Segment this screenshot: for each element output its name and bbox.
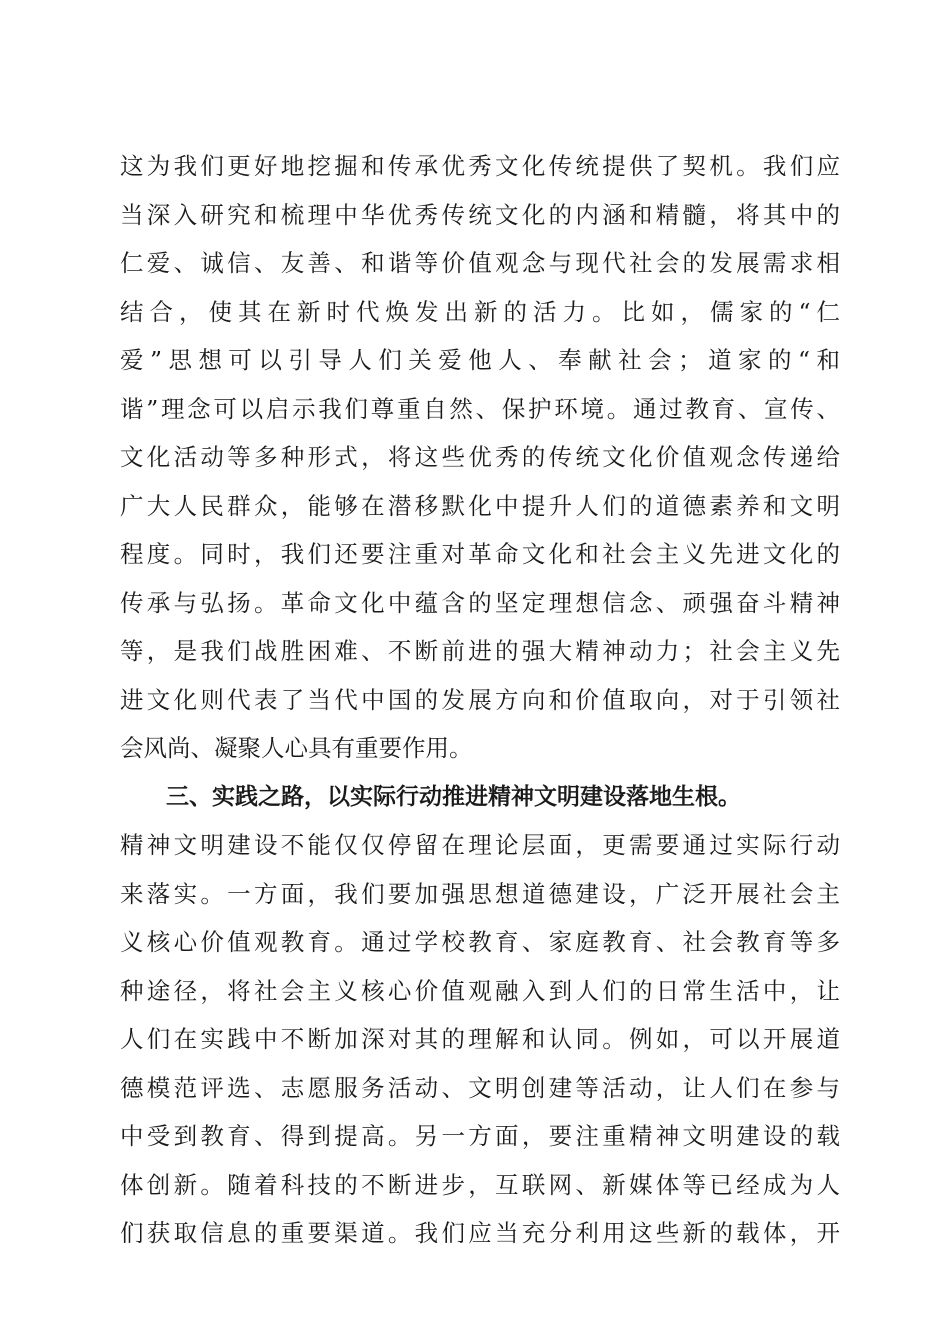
text-line: 传承与弘扬。革命文化中蕴含的坚定理想信念、顽强奋斗精神	[120, 588, 840, 617]
text-line: 当深入研究和梳理中华优秀传统文化的内涵和精髓，将其中的	[120, 200, 840, 229]
text-line: 等，是我们战胜困难、不断前进的强大精神动力；社会主义先	[120, 637, 840, 665]
text-line: 爱”思想可以引导人们关爱他人、奉献社会；道家的“和	[120, 346, 840, 374]
text-line: 广大人民群众，能够在潜移默化中提升人们的道德素养和文明	[120, 491, 840, 520]
text-line: 人们在实践中不断加深对其的理解和认同。例如，可以开展道	[120, 1025, 840, 1053]
text-line: 中受到教育、得到提高。另一方面，要注重精神文明建设的载	[120, 1122, 840, 1150]
text-line: 仁爱、诚信、友善、和谐等价值观念与现代社会的发展需求相	[120, 249, 840, 277]
text-line: 体创新。随着科技的不断进步，互联网、新媒体等已经成为人	[120, 1170, 840, 1199]
text-line: 会风尚、凝聚人心具有重要作用。	[120, 734, 473, 762]
text-line: 文化活动等多种形式，将这些优秀的传统文化价值观念传递给	[120, 443, 840, 471]
text-line: 种途径，将社会主义核心价值观融入到人们的日常生活中，让	[120, 976, 840, 1005]
text-line: 谐”理念可以启示我们尊重自然、保护环境。通过教育、宣传、	[120, 394, 840, 423]
text-line: 程度。同时，我们还要注重对革命文化和社会主义先进文化的	[120, 540, 840, 568]
paragraph-continuation	[120, 142, 840, 773]
text-line: 来落实。一方面，我们要加强思想道德建设，广泛开展社会主	[120, 879, 840, 908]
text-line: 结合，使其在新时代焕发出新的活力。比如，儒家的“仁	[120, 297, 840, 326]
section-heading: 三、实践之路，以实际行动推进精神文明建设落地生根。	[166, 783, 741, 810]
text-line: 精神文明建设不能仅仅停留在理论层面，更需要通过实际行动	[120, 831, 840, 859]
text-line: 德模范评选、志愿服务活动、文明创建等活动，让人们在参与	[120, 1073, 840, 1102]
paragraph-practice	[120, 821, 840, 1258]
document-body	[120, 142, 840, 1258]
text-line: 义核心价值观教育。通过学校教育、家庭教育、社会教育等多	[120, 928, 840, 956]
text-line: 进文化则代表了当代中国的发展方向和价值取向，对于引领社	[120, 685, 840, 714]
text-line: 这为我们更好地挖掘和传承优秀文化传统提供了契机。我们应	[120, 152, 840, 180]
text-line: 们获取信息的重要渠道。我们应当充分利用这些新的载体，开	[120, 1219, 840, 1247]
